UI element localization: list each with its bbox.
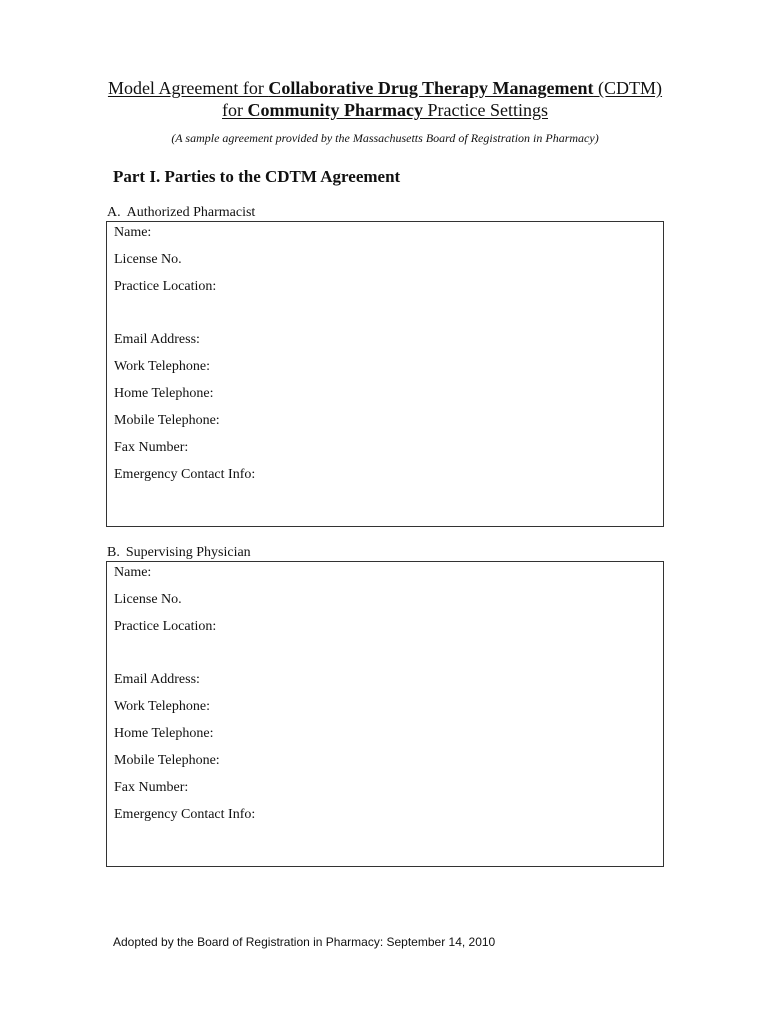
supervising-physician-box [106,561,664,867]
title-line-1-bold: Collaborative Drug Therapy Management [268,78,594,98]
document-title-line-2 [0,99,770,121]
section-b-letter: B. [107,545,120,560]
document-title-line-1 [0,77,770,99]
physician-emergency-contact-field[interactable]: Emergency Contact Info: [114,807,256,822]
title-line-2-bold: Community Pharmacy [247,100,423,120]
title-line-1-prefix: Model Agreement for [107,78,269,98]
physician-fax-field[interactable]: Fax Number: [114,780,189,795]
pharmacist-home-telephone-field[interactable]: Home Telephone: [114,386,214,401]
title-line-2-suffix: Practice Settings [423,100,548,120]
pharmacist-fax-field[interactable]: Fax Number: [114,440,189,455]
pharmacist-name-field[interactable]: Name: [114,225,152,240]
authorized-pharmacist-box [106,221,664,527]
section-a-letter: A. [107,205,121,220]
adoption-footer: Adopted by the Board of Registration in Pharmacy: September 14, 2010 [113,935,496,949]
physician-email-field[interactable]: Email Address: [114,672,200,687]
document-subtitle: (A sample agreement provided by the Massachusetts Board of Registration in Pharmacy) [171,131,599,145]
pharmacist-license-field[interactable]: License No. [114,252,182,267]
physician-mobile-telephone-field[interactable]: Mobile Telephone: [114,753,220,768]
physician-name-field[interactable]: Name: [114,565,152,580]
title-line-1-suffix: (CDTM) [593,78,663,98]
pharmacist-mobile-telephone-field[interactable]: Mobile Telephone: [114,413,220,428]
pharmacist-practice-location-field[interactable]: Practice Location: [114,279,217,294]
pharmacist-emergency-contact-field[interactable]: Emergency Contact Info: [114,467,256,482]
physician-practice-location-field[interactable]: Practice Location: [114,619,217,634]
physician-home-telephone-field[interactable]: Home Telephone: [114,726,214,741]
physician-license-field[interactable]: License No. [114,592,182,607]
section-a-heading [107,205,255,221]
physician-work-telephone-field[interactable]: Work Telephone: [114,699,210,714]
section-b-heading [107,545,251,561]
part-heading: Part I. Parties to the CDTM Agreement [113,167,401,186]
section-b-label: Supervising Physician [125,545,251,560]
pharmacist-work-telephone-field[interactable]: Work Telephone: [114,359,210,374]
section-a-label: Authorized Pharmacist [126,205,256,220]
pharmacist-email-field[interactable]: Email Address: [114,332,200,347]
title-line-2-prefix: for [222,100,248,120]
